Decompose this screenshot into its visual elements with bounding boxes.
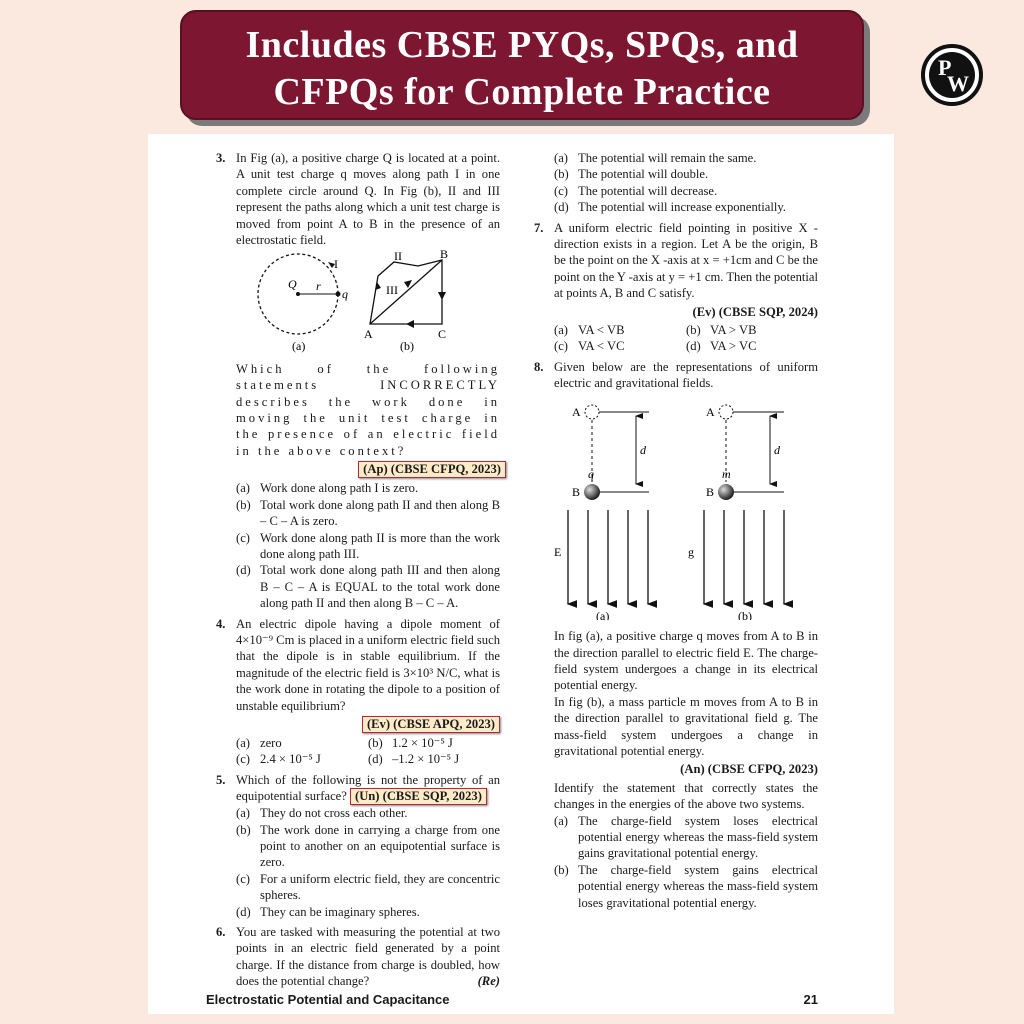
label-I: I bbox=[334, 257, 338, 272]
source-tag: (An) (CBSE CFPQ, 2023) bbox=[680, 762, 818, 777]
source-tag: (Ev) (CBSE APQ, 2023) bbox=[362, 716, 500, 733]
option-c[interactable]: (c) VA < VC bbox=[554, 339, 625, 354]
option-d[interactable]: (d) VA > VC bbox=[686, 339, 757, 354]
option-b[interactable]: (b) The potential will double. bbox=[554, 167, 709, 182]
label-B: B bbox=[706, 484, 715, 499]
question-4: 4. An electric dipole having a dipole moment of 4×10⁻⁹ Cm is placed in a uniform electric field such that the dipole is in stable equilibrium. If the magnitude of the electric field is 3×10³ N/C, what is the work done in rotating the dipole to a position of unstable equilibrium? bbox=[216, 616, 500, 713]
source-tag: (Un) (CBSE SQP, 2023) bbox=[350, 788, 487, 805]
question-3 bbox=[216, 150, 500, 248]
label-C: C bbox=[438, 327, 447, 342]
label-Q: Q bbox=[288, 277, 297, 292]
page-footer bbox=[206, 992, 818, 1007]
question-stem: You are tasked with measuring the potential at two points in an electric field generated by a point charge. If the distance from charge is doubled, how does the potential change? bbox=[236, 925, 500, 989]
figure-charge-paths bbox=[236, 248, 500, 356]
option-d[interactable]: (d) They can be imaginary spheres. bbox=[236, 904, 420, 919]
pw-logo-icon bbox=[921, 44, 983, 106]
label-A: A bbox=[572, 404, 581, 419]
label-A: A bbox=[706, 404, 715, 419]
source-tag: (Ev) (CBSE SQP, 2024) bbox=[692, 304, 818, 319]
option-b[interactable]: (b) 1.2 × 10⁻⁵ J bbox=[368, 735, 453, 750]
question-number: 3. bbox=[216, 151, 226, 165]
caption-b: (b) bbox=[738, 608, 752, 620]
option-c[interactable]: (c) 2.4 × 10⁻⁵ J bbox=[236, 752, 321, 767]
option-c[interactable]: (c) Work done along path II is more than the work done along path III. bbox=[236, 530, 500, 561]
caption-a: (a) bbox=[292, 339, 306, 354]
question-3-prompt: Which of the following statements INCORRECTLY describes the work done in moving the unit test charge in the presence of an electric field in the above context? bbox=[236, 361, 500, 458]
option-d[interactable]: (d) Total work done along path III and then along B – C – A is EQUAL to the total work done along path II and then along B – C – A. bbox=[236, 563, 500, 611]
caption-a: (a) bbox=[596, 608, 610, 620]
question-6: 6. You are tasked with measuring the potential at two points in an electric field generated by a point charge. If the distance from charge is doubled, how does the potential change? (Re) bbox=[216, 925, 500, 989]
option-b[interactable]: (b) The work done in carrying a charge from one point to another on an equipotential surface is zero. bbox=[236, 822, 500, 870]
option-d[interactable]: (d) The potential will increase exponentially. bbox=[554, 200, 786, 215]
option-a[interactable]: (a) VA < VB bbox=[554, 323, 625, 338]
page-number: 21 bbox=[803, 992, 818, 1007]
label-q: q bbox=[588, 466, 594, 481]
source-tag: (Re) bbox=[477, 974, 500, 989]
q8-paragraph-1: In fig (a), a positive charge q moves from A to B in the direction parallel to electric field E. The charge-field system undergoes a change in its electrical potential energy. bbox=[554, 629, 818, 693]
question-stem: In Fig (a), a positive charge Q is located at a point. A unit test charge q moves along path I in one complete circle around Q. In Fig (b), II and III represent the paths along which a unit test charge is moved from point A to B in the presence of an electrostatic field. bbox=[236, 151, 500, 248]
question-5: 5. Which of the following is not the property of an equipotential surface? (Un) (CBSE SQP, 2023) bbox=[216, 772, 500, 804]
label-d: d bbox=[774, 442, 780, 457]
chapter-title: Electrostatic Potential and Capacitance bbox=[206, 992, 450, 1007]
option-c[interactable]: (c) The potential will decrease. bbox=[554, 183, 718, 198]
label-E: E bbox=[554, 544, 562, 559]
label-m: m bbox=[722, 466, 731, 481]
q8-prompt: Identify the statement that correctly states the changes in the energies of the above two systems. bbox=[554, 780, 818, 812]
option-c[interactable]: (c) For a uniform electric field, they are concentric spheres. bbox=[236, 871, 500, 903]
figure-uniform-fields bbox=[554, 392, 818, 620]
source-tag: (Ap) (CBSE CFPQ, 2023) bbox=[358, 461, 506, 478]
left-column bbox=[216, 150, 501, 990]
question-7: 7. A uniform electric field pointing in positive X -direction exists in a region. Let A be the origin, B be the point on the X -axis at x = +1cm and C be the point on the Y -axis at y = +1 cm. Then the potential at points A, B and C satisfy. bbox=[534, 220, 818, 301]
option-b[interactable]: (b) The charge-field system gains electrical potential energy whereas the mass-field system loses gravitational potential energy. bbox=[554, 862, 818, 910]
question-stem: Given below are the representations of uniform electric and gravitational fields. bbox=[554, 359, 818, 391]
header-banner bbox=[180, 10, 864, 120]
option-a[interactable]: (a) Work done along path I is zero. bbox=[236, 481, 419, 496]
label-d: d bbox=[640, 442, 646, 457]
logo-letter-p: P bbox=[938, 55, 952, 80]
label-q: q bbox=[342, 287, 348, 302]
label-r: r bbox=[316, 279, 321, 294]
question-stem: A uniform electric field pointing in positive X -direction exists in a region. Let A be the origin, B be the point on the X -axis at x = +1cm and C be the point on the Y -axis at y = +1 cm. Then the potential at points A, B and C satisfy. bbox=[554, 220, 818, 301]
label-B: B bbox=[440, 248, 449, 262]
question-stem: An electric dipole having a dipole moment of 4×10⁻⁹ Cm is placed in a uniform electric field such that the dipole is in stable equilibrium. If the magnitude of the electric field is 3×10³ N/C, what is the work done in rotating the dipole to a position of unstable equilibrium? bbox=[236, 616, 500, 713]
label-A: A bbox=[364, 327, 373, 342]
caption-b: (b) bbox=[400, 339, 414, 354]
q8-paragraph-2: In fig (b), a mass particle m moves from A to B in the direction parallel to gravitational field g. The mass-field system undergoes a change in gravitational potential energy. bbox=[554, 694, 818, 758]
logo-letter-w: W bbox=[947, 71, 969, 96]
option-a[interactable]: (a) The potential will remain the same. bbox=[554, 151, 757, 165]
question-8: 8. Given below are the representations of uniform electric and gravitational fields. bbox=[534, 359, 818, 391]
label-II: II bbox=[394, 249, 402, 264]
option-b[interactable]: (b) Total work done along path II and then along B – C – A is zero. bbox=[236, 497, 500, 529]
right-column bbox=[534, 150, 818, 911]
option-a[interactable]: (a) The charge-field system loses electrical potential energy whereas the mass-field system gains gravitational potential energy. bbox=[554, 813, 818, 861]
label-III: III bbox=[386, 283, 398, 298]
question-stem: Which of the following is not the property of an equipotential surface? bbox=[236, 772, 500, 804]
option-a[interactable]: (a) zero bbox=[236, 735, 282, 750]
option-d[interactable]: (d) –1.2 × 10⁻⁵ J bbox=[368, 752, 460, 767]
option-b[interactable]: (b) VA > VB bbox=[686, 323, 757, 338]
banner-line-2: CFPQs for Complete Practice bbox=[273, 71, 771, 113]
option-a[interactable]: (a) They do not cross each other. bbox=[236, 806, 408, 821]
banner-line-1: Includes CBSE PYQs, SPQs, and bbox=[245, 24, 799, 66]
label-B: B bbox=[572, 484, 581, 499]
label-g: g bbox=[688, 544, 694, 559]
